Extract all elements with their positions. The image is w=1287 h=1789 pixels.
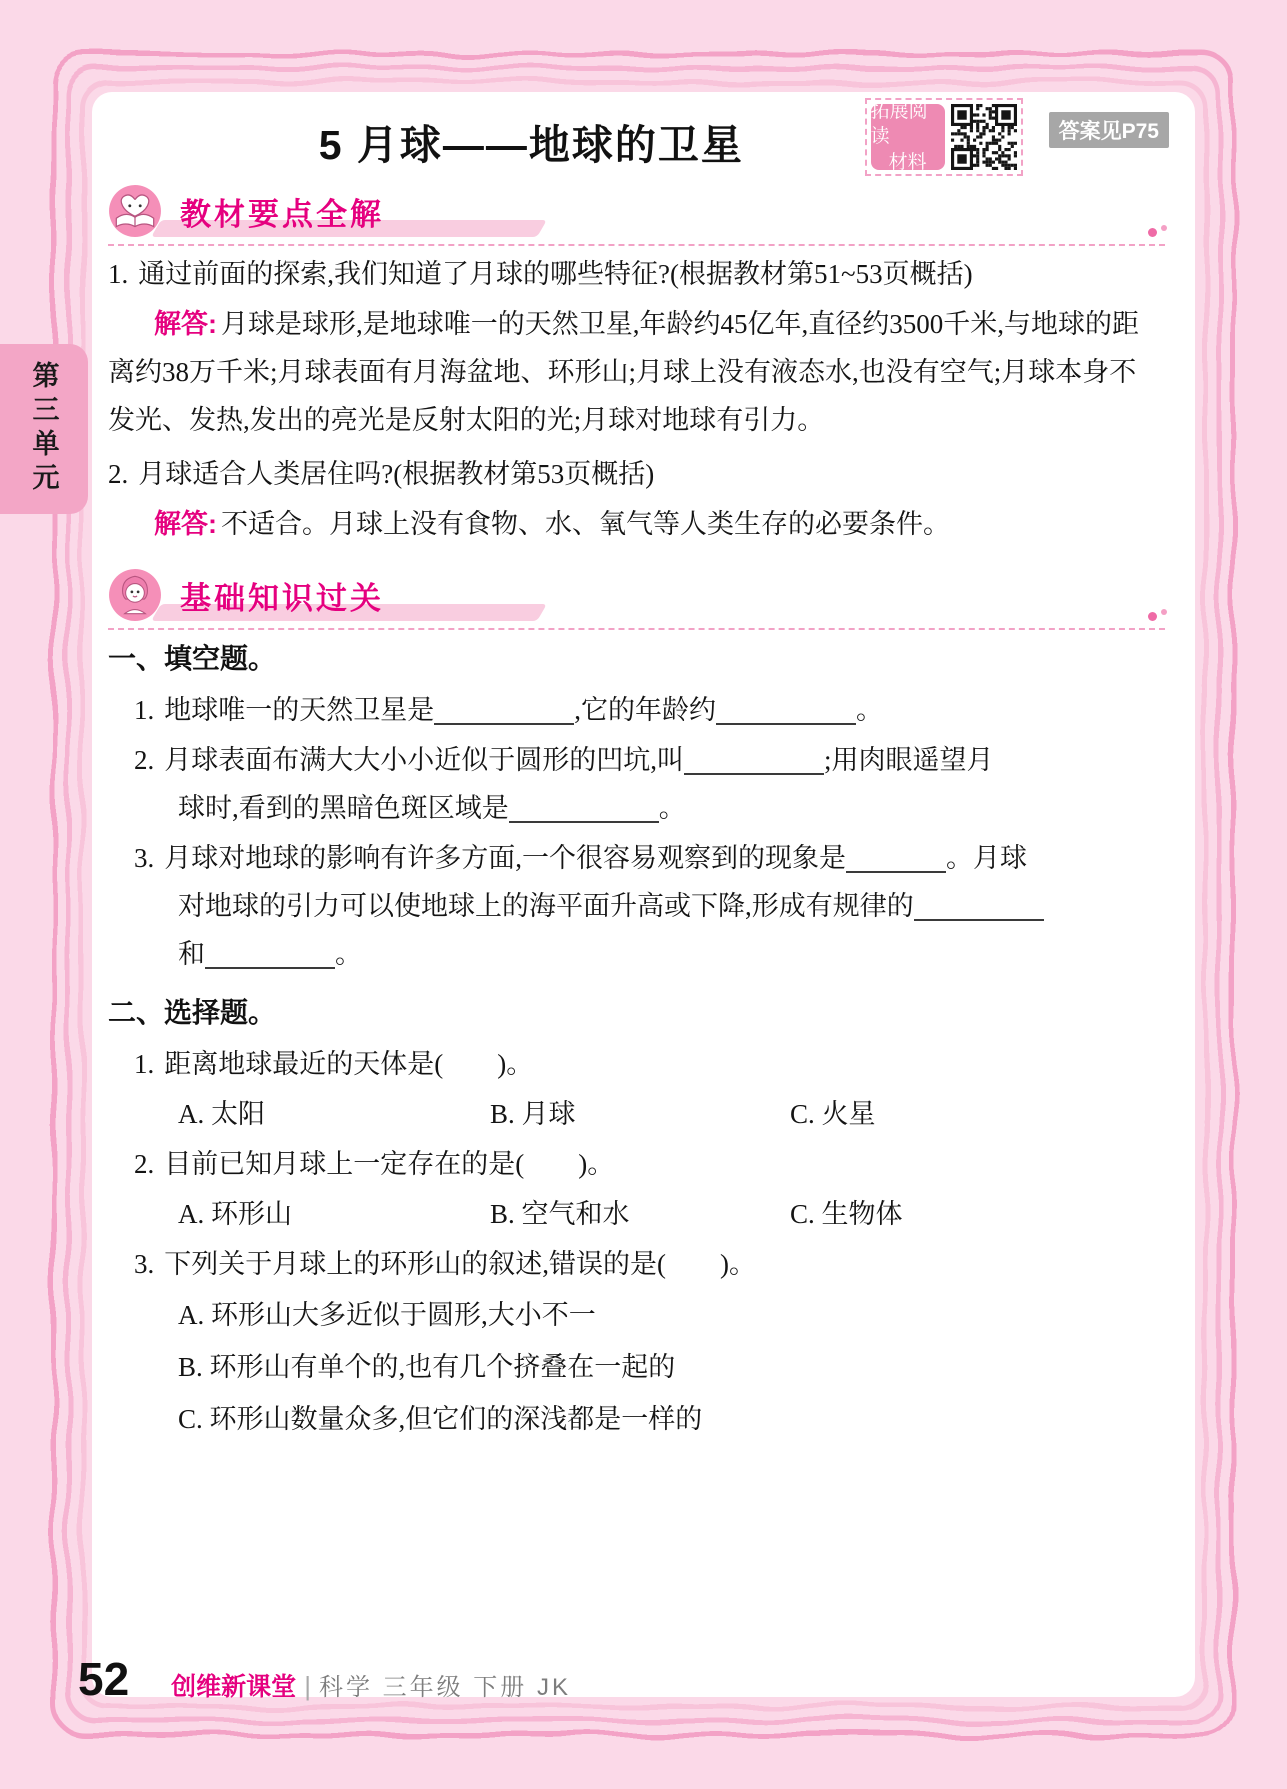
qr-code-icon bbox=[951, 104, 1017, 170]
unit-tab bbox=[0, 344, 88, 514]
page-title: 5 月球——地球的卫星 bbox=[318, 122, 744, 168]
section-keypoints-header bbox=[108, 182, 1169, 240]
rule-end-dots bbox=[1148, 224, 1167, 242]
keypoints-answer-1 bbox=[108, 300, 1169, 444]
reading-materials-badge bbox=[870, 100, 945, 173]
page-footer bbox=[78, 1652, 571, 1706]
answer-text: 月球是球形,是地球唯一的天然卫星,年龄约45亿年,直径约3500千米,与地球的距离约38万千米;月球表面有月海盆地、环形山;月球上没有液态水,也没有空气;月球本身不发光、发热,发出的亮光是反射太阳的光;月球对地球有引力。 bbox=[108, 309, 1139, 435]
answer-label: 解答: bbox=[154, 509, 217, 539]
keypoints-answer-2 bbox=[108, 500, 1169, 548]
mascot-reading-icon bbox=[108, 184, 162, 238]
question-number: 2. bbox=[108, 459, 129, 489]
answer-label: 解答: bbox=[154, 309, 217, 339]
title-row bbox=[108, 96, 1169, 180]
fill-item-3 bbox=[134, 834, 1169, 978]
question-text: 通过前面的探索,我们知道了月球的哪些特征?(根据教材第51~53页概括) bbox=[138, 259, 973, 289]
item-text: ,它的年龄约 bbox=[574, 695, 716, 725]
item-text: 月球表面布满大大小小近似于圆形的凹坑,叫 bbox=[164, 745, 684, 775]
blank-line bbox=[434, 691, 574, 725]
item-text: 。 bbox=[658, 793, 686, 823]
item-text: 。 bbox=[856, 695, 883, 725]
question-number: 1. bbox=[108, 259, 129, 289]
footer-meta: 科学 三年级 下册 JK bbox=[318, 1674, 571, 1701]
blank-line bbox=[914, 887, 1044, 921]
fill-group-heading: 一、填空题。 bbox=[108, 643, 277, 674]
item-text: 月球对地球的影响有许多方面,一个很容易观察到的现象是 bbox=[164, 843, 846, 873]
choice-question-2 bbox=[134, 1140, 1169, 1188]
item-text: 球时,看到的黑暗色斑区域是 bbox=[178, 793, 509, 823]
answer-reference-badge: 答案见P75 bbox=[1049, 112, 1169, 148]
item-text: 和 bbox=[178, 939, 205, 969]
choice-options-2 bbox=[178, 1190, 1169, 1238]
item-number: 3. bbox=[134, 1249, 155, 1279]
option-a: A. 环形山 bbox=[178, 1199, 292, 1229]
question-text: 目前已知月球上一定存在的是( )。 bbox=[164, 1149, 615, 1179]
choice-options-1 bbox=[178, 1090, 1169, 1138]
rule-end-dots bbox=[1148, 608, 1167, 626]
choice-question-1 bbox=[134, 1040, 1169, 1088]
keypoints-question-1 bbox=[108, 250, 1169, 298]
mascot-girl-icon bbox=[108, 568, 162, 622]
option-c: C. 火星 bbox=[790, 1099, 876, 1129]
answer-text: 不适合。月球上没有食物、水、氧气等人类生存的必要条件。 bbox=[221, 509, 950, 539]
choice-group-heading: 二、选择题。 bbox=[108, 997, 277, 1028]
fill-item-2 bbox=[134, 736, 1169, 832]
item-number: 2. bbox=[134, 1149, 155, 1179]
keypoints-question-2 bbox=[108, 450, 1169, 498]
footer-brand: 创维新课堂 bbox=[171, 1673, 297, 1701]
section-keypoints-title: 教材要点全解 bbox=[172, 189, 392, 234]
blank-line bbox=[684, 741, 824, 775]
item-number: 1. bbox=[134, 695, 155, 725]
reading-badge-line2: 材料 bbox=[888, 151, 927, 173]
option-a: A. 太阳 bbox=[178, 1099, 265, 1129]
option-b: B. 月球 bbox=[490, 1099, 576, 1129]
section-basics-header bbox=[108, 566, 1169, 624]
item-text: 。 bbox=[335, 939, 362, 969]
item-number: 1. bbox=[134, 1049, 155, 1079]
item-text: 。月球 bbox=[946, 843, 1027, 873]
option-c: C. 环形山数量众多,但它们的深浅都是一样的 bbox=[178, 1404, 703, 1434]
fill-item-1 bbox=[134, 686, 1169, 734]
option-b: B. 环形山有单个的,也有几个挤叠在一起的 bbox=[178, 1352, 676, 1382]
question-text: 下列关于月球上的环形山的叙述,错误的是( )。 bbox=[164, 1249, 756, 1279]
choice-question-3 bbox=[134, 1240, 1169, 1288]
item-text: 地球唯一的天然卫星是 bbox=[164, 695, 435, 725]
question-text: 月球适合人类居住吗?(根据教材第53页概括) bbox=[138, 459, 655, 489]
option-a: A. 环形山大多近似于圆形,大小不一 bbox=[178, 1300, 596, 1330]
blank-line bbox=[205, 935, 335, 969]
item-number: 3. bbox=[134, 843, 155, 873]
page-number: 52 bbox=[78, 1653, 130, 1705]
reading-materials-box bbox=[865, 98, 1023, 176]
blank-line bbox=[716, 691, 856, 725]
blank-line bbox=[846, 839, 946, 873]
option-b: B. 空气和水 bbox=[490, 1199, 630, 1229]
option-c: C. 生物体 bbox=[790, 1199, 903, 1229]
item-number: 2. bbox=[134, 745, 155, 775]
item-text: 对地球的引力可以使地球上的海平面升高或下降,形成有规律的 bbox=[178, 891, 914, 921]
reading-badge-line1: 拓展阅读 bbox=[870, 100, 928, 148]
page-card bbox=[92, 92, 1195, 1697]
footer-divider: | bbox=[304, 1671, 311, 1701]
blank-line bbox=[509, 789, 659, 823]
item-text: ;用肉眼遥望月 bbox=[824, 745, 994, 775]
question-text: 距离地球最近的天体是( )。 bbox=[164, 1049, 534, 1079]
unit-tab-label: 第三单元 bbox=[28, 361, 59, 497]
section-basics-title: 基础知识过关 bbox=[172, 573, 392, 618]
